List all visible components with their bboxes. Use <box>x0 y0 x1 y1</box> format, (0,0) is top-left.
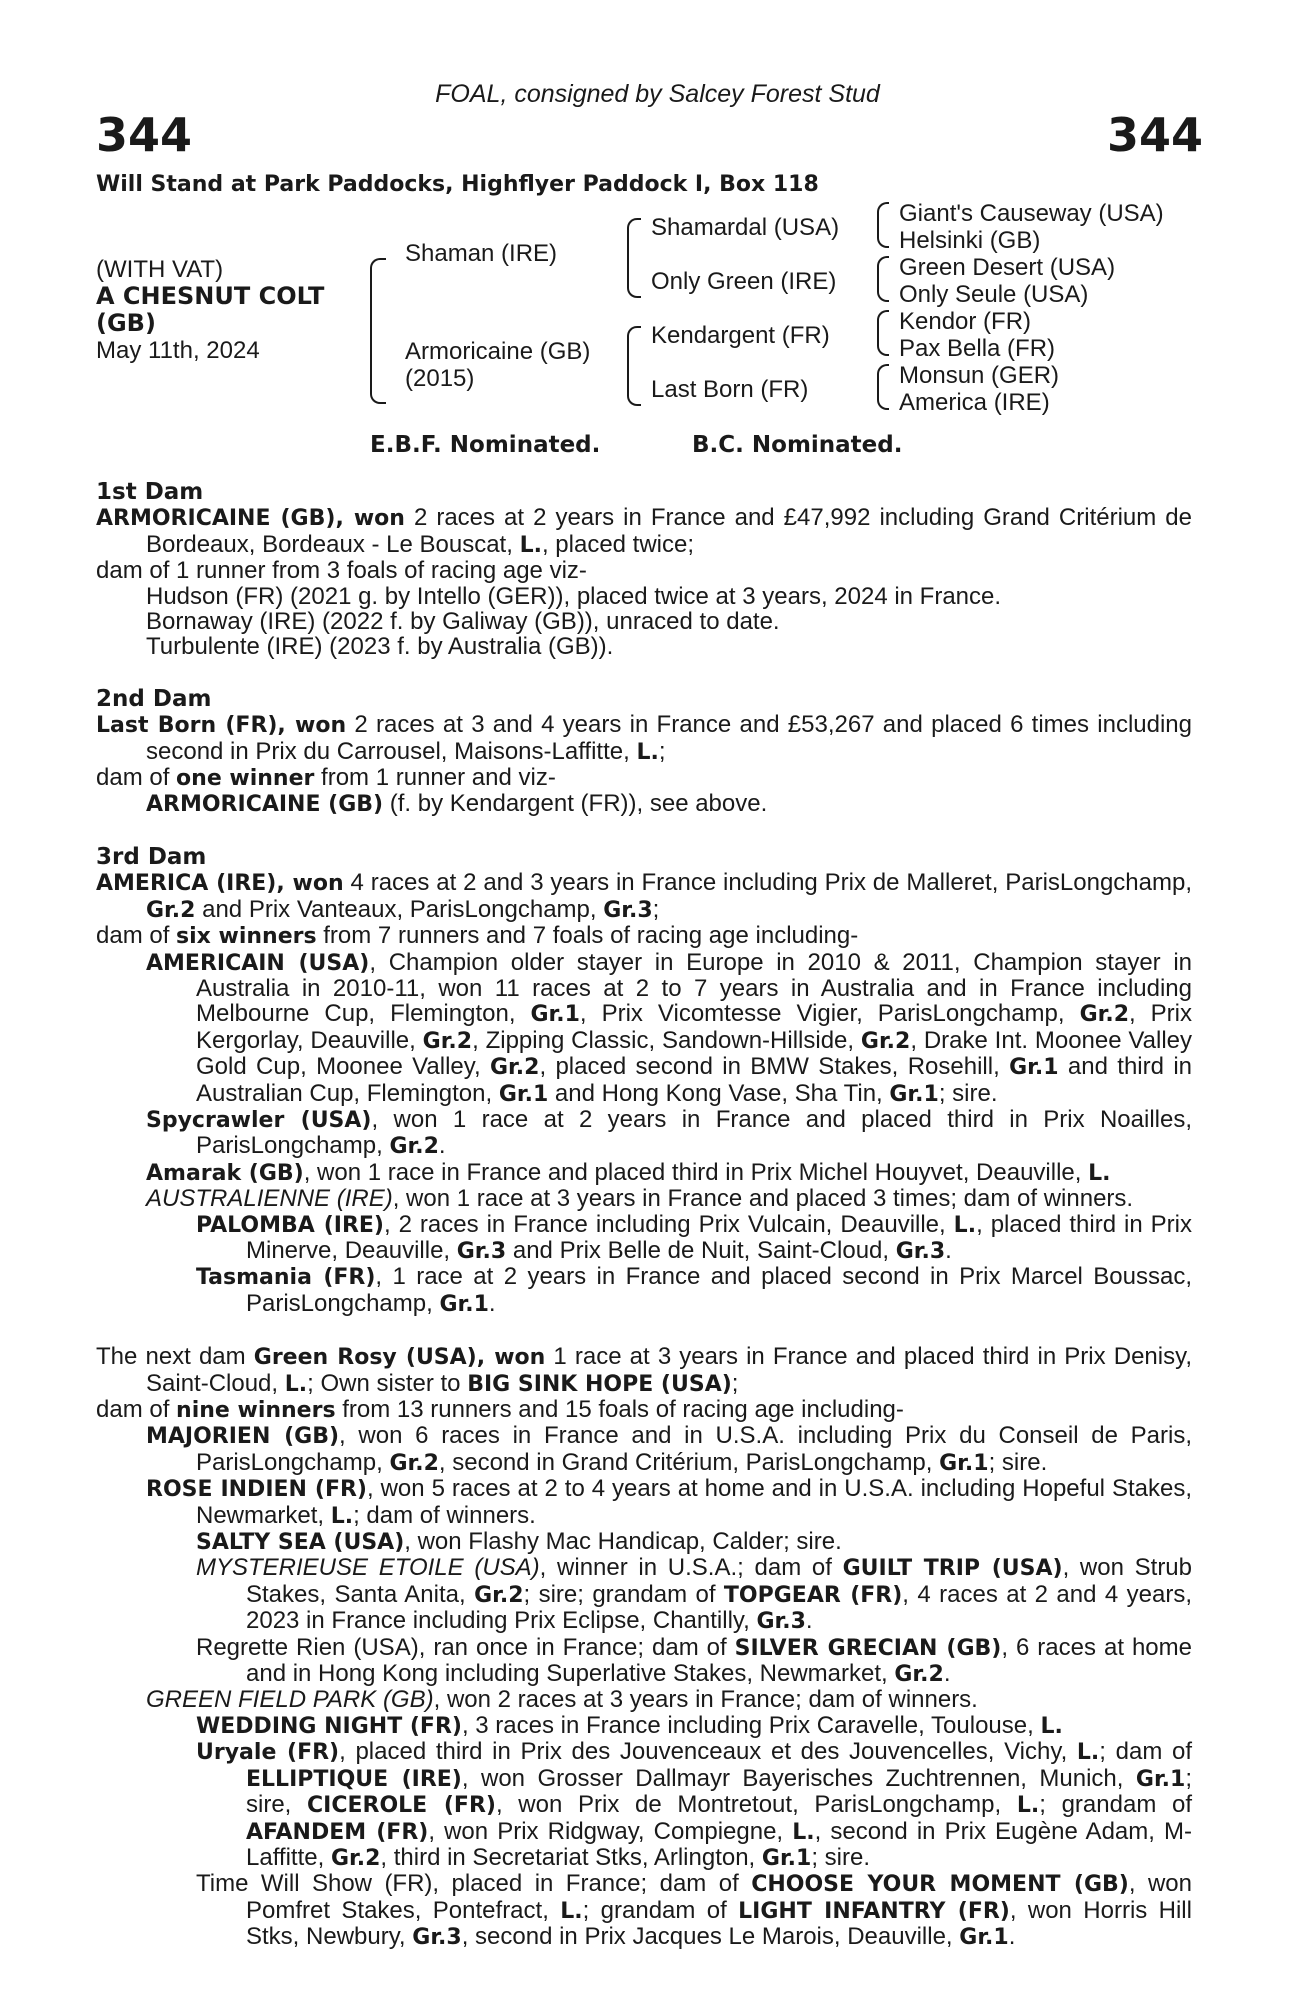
location-line: Will Stand at Park Paddocks, Highflyer Paddock I, Box 118 <box>96 172 819 197</box>
text-run: , Champion older stayer in Europe in 2010 & 2011, Champion stayer in Australia in 2010-11, won 11 races at 2 to 7 years in Australia and in France including Melbourne Cup, Flemington, <box>196 948 1193 1028</box>
text-run: , won 5 races at 2 to 4 years at home and in U.S.A. including Hopeful Stakes, Newmarket, <box>196 1475 1192 1529</box>
text-run: , won 2 races at 3 years in France; dam of winners. <box>433 1686 978 1714</box>
text-run: ; dam of <box>1099 1738 1192 1766</box>
bold-text: L. <box>792 1819 815 1845</box>
text-run: , Prix Vicomtesse Vigier, ParisLongchamp, <box>579 1000 1080 1028</box>
lot-number-left: 344 <box>96 108 193 162</box>
text-run: dam of <box>96 1396 177 1423</box>
text-run: , winner in U.S.A.; dam of <box>539 1554 843 1582</box>
text-run: , won Strub Stakes, Santa Anita, <box>246 1554 1193 1608</box>
text-run: ; grandam of <box>1039 1791 1192 1819</box>
record-line <box>96 765 1192 791</box>
text-run: , won Flashy Mac Handicap, Calder; sire. <box>404 1528 842 1556</box>
bold-text: AMERICAIN (USA) <box>146 950 370 976</box>
text-run: , won Horris Hill Stks, Newbury, <box>246 1896 1192 1951</box>
text-run: , won 6 races in France and in U.S.A. including Prix du Conseil de Paris, ParisLongchamp, <box>196 1422 1193 1476</box>
text-run: Regrette Rien (USA), ran once in France; dam of <box>196 1633 735 1661</box>
bold-text: Gr.1 <box>959 1925 1009 1951</box>
text-run: , 6 races at home and in Hong Kong including Superlative Stakes, Newmarket, <box>246 1633 1192 1688</box>
text-run: Bornaway (IRE) (2022 f. by Galiway (GB)), unraced to date. <box>146 608 780 636</box>
italic-text: AUSTRALIENNE (IRE) <box>146 1185 393 1213</box>
text-run: Time Will Show (FR), placed in France; dam of <box>196 1870 752 1898</box>
text-run: , won 1 race in France and placed third in Prix Michel Houyvet, Deauville, <box>303 1158 1089 1186</box>
record-line <box>96 1555 1192 1634</box>
ebf-nomination: E.B.F. Nominated. <box>370 432 601 458</box>
bold-text: GUILT TRIP (USA) <box>842 1556 1063 1582</box>
bold-text: Gr.3 <box>603 897 653 923</box>
text-run: , Zipping Classic, Sandown-Hillside, <box>472 1026 861 1054</box>
bold-text: Gr.1 <box>1009 1055 1059 1081</box>
italic-text: MYSTERIEUSE ETOILE (USA) <box>196 1554 540 1582</box>
pedigree-gg-1: Giant's Causeway (USA) <box>899 200 1164 227</box>
text-run: dam of <box>96 764 177 792</box>
bold-text: Gr.1 <box>889 1081 939 1107</box>
bold-text: WEDDING NIGHT (FR) <box>196 1713 462 1739</box>
text-run: ; sire. <box>938 1079 998 1107</box>
text-run: , placed third in Prix Minerve, Deauville, <box>246 1210 1192 1264</box>
text-run: ; sire; grandam of <box>523 1580 724 1608</box>
consignor-line: FOAL, consigned by Salcey Forest Stud <box>435 80 880 108</box>
pedigree-dam-dam: Last Born (FR) <box>651 376 809 403</box>
bold-text: L. <box>519 532 542 558</box>
text-run: ; grandam of <box>582 1896 739 1924</box>
text-run: 2 races at 3 and 4 years in France and £53,267 and placed 6 times including second in Prix du Carrousel, Maisons-Laffitte, <box>146 711 1192 765</box>
dam-section <box>96 687 1192 818</box>
text-run: , 1 race at 2 years in France and placed second in Prix Marcel Boussac, ParisLongchamp, <box>246 1263 1192 1317</box>
dam-section <box>96 1344 1192 1950</box>
text-run: ; <box>652 895 660 923</box>
text-run: from 13 runners and 15 foals of racing age including- <box>335 1396 904 1423</box>
bold-text: Gr.3 <box>895 1238 946 1264</box>
bold-text: Amarak (GB) <box>146 1160 304 1186</box>
bold-text: one winner <box>176 766 315 792</box>
dam-section-heading: 1st Dam <box>96 479 204 505</box>
bc-nomination: B.C. Nominated. <box>692 432 903 458</box>
text-run: , won Prix Ridgway, Compiegne, <box>428 1817 793 1845</box>
record-line <box>96 1687 1192 1712</box>
text-run: , placed third in Prix des Jouvenceaux et des Jouvencelles, Vichy, <box>339 1738 1077 1766</box>
text-run: . <box>488 1289 496 1317</box>
bold-text: Tasmania (FR) <box>196 1265 376 1291</box>
pedigree-gg-7: Monsun (GER) <box>899 362 1060 389</box>
bold-text: Gr.2 <box>389 1134 439 1160</box>
horse-title: A CHESNUT COLT <box>96 282 325 310</box>
bold-text: Gr.2 <box>860 1028 911 1054</box>
text-run: ; <box>658 737 666 765</box>
bold-text: Gr.1 <box>939 1450 989 1476</box>
text-run: , placed second in BMW Stakes, Rosehill, <box>539 1053 1010 1081</box>
text-run: . <box>438 1132 446 1160</box>
bold-text: Gr.1 <box>1135 1766 1186 1792</box>
bold-text: AMERICA (IRE), won <box>96 871 344 897</box>
record-line <box>96 1739 1192 1871</box>
pedigree-sire-dam: Only Green (IRE) <box>651 268 837 295</box>
lot-number-right: 344 <box>1106 108 1203 162</box>
bold-text: L. <box>1088 1160 1111 1186</box>
bold-text: ROSE INDIEN (FR) <box>146 1477 367 1503</box>
text-run: , second in Prix Eugène Adam, M-Laffitte, <box>246 1817 1193 1871</box>
bold-text: Gr.2 <box>330 1845 381 1871</box>
bold-text: Gr.2 <box>1079 1002 1129 1028</box>
bold-text: ARMORICAINE (GB), won <box>96 506 405 532</box>
record-line <box>96 1476 1192 1529</box>
text-run: , Prix Kergorlay, Deauville, <box>196 1000 1192 1054</box>
record-line <box>96 1160 1192 1186</box>
vat-note: (WITH VAT) <box>96 256 224 283</box>
bold-text: Last Born (FR), won <box>96 713 347 739</box>
pedigree-sire-sire: Shamardal (USA) <box>651 214 840 241</box>
text-run: , won Grosser Dallmayr Bayerisches Zuchtrennen, Munich, <box>461 1764 1136 1792</box>
text-run: dam of 1 runner from 3 foals of racing age viz- <box>96 557 587 585</box>
record-line <box>96 923 1192 949</box>
text-run: , 4 races at 2 and 4 years, 2023 in France including Prix Eclipse, Chantilly, <box>246 1580 1192 1635</box>
pedigree-brace-g34 <box>877 256 889 302</box>
horse-title-country: (GB) <box>96 309 156 337</box>
text-run: from 1 runner and viz- <box>314 764 556 792</box>
bold-text: Gr.1 <box>761 1845 812 1871</box>
bold-text: L. <box>1016 1793 1040 1819</box>
bold-text: L. <box>560 1898 583 1924</box>
pedigree-brace-main <box>370 258 386 404</box>
dam-section <box>96 480 1192 660</box>
record-line <box>96 712 1192 765</box>
bold-text: Spycrawler (USA) <box>146 1107 372 1133</box>
bold-text: BIG SINK HOPE (USA) <box>467 1371 732 1397</box>
text-run: . <box>945 1236 952 1264</box>
record-line <box>96 1871 1192 1950</box>
bold-text: TOPGEAR (FR) <box>723 1582 903 1608</box>
pedigree-brace-sire <box>627 218 641 298</box>
bold-text: SILVER GRECIAN (GB) <box>734 1635 1002 1661</box>
record-line <box>96 1344 1192 1397</box>
bold-text: L. <box>1076 1740 1100 1766</box>
pedigree-gg-4: Only Seule (USA) <box>899 281 1089 308</box>
text-run: ; sire. <box>988 1448 1048 1476</box>
record-line <box>96 609 1192 634</box>
bold-text: L. <box>330 1503 354 1529</box>
record-line <box>96 1397 1192 1423</box>
pedigree-brace-dam <box>627 326 641 406</box>
text-run: . <box>1008 1923 1016 1951</box>
record-line <box>96 558 1192 583</box>
text-run: , third in Secretariat Stks, Arlington, <box>380 1843 762 1871</box>
text-run: and Prix Belle de Nuit, Saint-Cloud, <box>506 1236 896 1264</box>
text-run: ; sire, <box>246 1764 1192 1819</box>
foaling-date: May 11th, 2024 <box>96 337 260 364</box>
pedigree-brace-g56 <box>877 310 889 356</box>
bold-text: Gr.2 <box>389 1450 439 1476</box>
bold-text: Gr.1 <box>498 1081 549 1107</box>
bold-text: ARMORICAINE (GB) <box>146 792 384 818</box>
text-run: 1 race at 3 years in France and placed third in Prix Denisy, Saint-Cloud, <box>146 1343 1192 1397</box>
bold-text: Gr.2 <box>894 1662 944 1688</box>
bold-text: Gr.3 <box>412 1925 462 1951</box>
bold-text: Gr.1 <box>439 1291 489 1317</box>
pedigree-brace-g78 <box>877 364 889 410</box>
text-run: , 2 races in France including Prix Vulcain, Deauville, <box>383 1210 954 1238</box>
bold-text: PALOMBA (IRE) <box>196 1212 384 1238</box>
text-run: Hudson (FR) (2021 g. by Intello (GER)), placed twice at 3 years, 2024 in France. <box>146 582 1002 610</box>
record-line <box>96 870 1192 923</box>
record-line <box>96 791 1192 817</box>
record-line <box>96 950 1192 1107</box>
record-line <box>96 1423 1192 1476</box>
bold-text: Gr.3 <box>456 1238 507 1264</box>
text-run: ; sire. <box>811 1843 871 1871</box>
pedigree-dam-sire: Kendargent (FR) <box>651 322 830 349</box>
bold-text: six winners <box>176 924 317 950</box>
text-run: , 3 races in France including Prix Caravelle, Toulouse, <box>461 1711 1041 1739</box>
text-run: , Drake Int. Moonee Valley Gold Cup, Moonee Valley, <box>196 1026 1193 1081</box>
text-run: from 7 runners and 7 foals of racing age including- <box>316 922 859 950</box>
bold-text: Gr.1 <box>530 1002 580 1028</box>
text-run: 4 races at 2 and 3 years in France including Prix de Malleret, ParisLongchamp, <box>343 869 1192 897</box>
bold-text: AFANDEM (FR) <box>246 1819 429 1845</box>
text-run: , placed twice; <box>541 530 695 558</box>
text-run: (f. by Kendargent (FR)), see above. <box>383 790 768 818</box>
bold-text: CHOOSE YOUR MOMENT (GB) <box>751 1872 1129 1898</box>
pedigree-gg-6: Pax Bella (FR) <box>899 335 1056 362</box>
record-line <box>96 1529 1192 1555</box>
text-run: , won 1 race at 2 years in France and placed third in Prix Noailles, ParisLongchamp, <box>196 1105 1193 1160</box>
text-run: ; dam of winners. <box>353 1501 536 1529</box>
text-run: ; Own sister to <box>307 1369 468 1397</box>
bold-text: MAJORIEN (GB) <box>146 1424 340 1450</box>
bold-text: nine winners <box>176 1398 336 1423</box>
produce-record <box>96 480 1192 1978</box>
record-line <box>96 1635 1192 1688</box>
dam-section-heading: 3rd Dam <box>96 843 207 870</box>
record-line <box>96 1212 1192 1265</box>
record-line <box>96 505 1192 558</box>
text-run: 2 races at 2 years in France and £47,992 including Grand Critérium de Bordeaux, Bordeaux - Le Bouscat, <box>146 504 1192 558</box>
record-line <box>96 584 1192 609</box>
bold-text: L. <box>953 1212 977 1238</box>
dam-section-heading: 2nd Dam <box>96 685 212 712</box>
bold-text: SALTY SEA (USA) <box>196 1530 405 1556</box>
italic-text: GREEN FIELD PARK (GB) <box>146 1686 434 1714</box>
pedigree-sire: Shaman (IRE) <box>405 240 558 267</box>
record-line <box>96 1186 1192 1211</box>
bold-text: Gr.2 <box>474 1582 524 1608</box>
bold-text: Gr.2 <box>490 1055 540 1081</box>
text-run: The next dam <box>96 1343 254 1371</box>
pedigree-dam-year: (2015) <box>405 365 475 392</box>
bold-text: CICEROLE (FR) <box>307 1793 496 1819</box>
record-line <box>96 1264 1192 1317</box>
bold-text: L. <box>1040 1713 1063 1739</box>
pedigree-gg-2: Helsinki (GB) <box>899 227 1041 254</box>
text-run: Turbulente (IRE) (2023 f. by Australia (GB)). <box>146 633 614 661</box>
text-run: and Prix Vanteaux, ParisLongchamp, <box>195 895 604 923</box>
text-run: , won Prix de Montretout, ParisLongchamp, <box>495 1791 1017 1819</box>
text-run: dam of <box>96 922 177 950</box>
bold-text: Green Rosy (USA), won <box>253 1345 546 1371</box>
text-run: , second in Prix Jacques Le Marois, Deauville, <box>461 1923 960 1951</box>
pedigree-dam: Armoricaine (GB) <box>405 338 591 365</box>
bold-text: Gr.2 <box>146 897 196 923</box>
text-run: . <box>943 1660 951 1688</box>
record-line <box>96 634 1192 659</box>
bold-text: Gr.2 <box>422 1028 473 1054</box>
record-line <box>96 1713 1192 1739</box>
text-run: ; <box>731 1369 739 1397</box>
dam-section <box>96 845 1192 1317</box>
text-run: , won Pomfret Stakes, Pontefract, <box>246 1870 1192 1924</box>
record-line <box>96 1107 1192 1160</box>
bold-text: L. <box>284 1371 308 1397</box>
bold-text: L. <box>636 739 659 765</box>
text-run: , second in Grand Critérium, ParisLongchamp, <box>438 1448 940 1476</box>
text-run: , won 1 race at 3 years in France and placed 3 times; dam of winners. <box>392 1185 1134 1213</box>
pedigree-gg-5: Kendor (FR) <box>899 308 1032 335</box>
text-run: and third in Australian Cup, Flemington, <box>196 1053 1192 1107</box>
bold-text: LIGHT INFANTRY (FR) <box>738 1898 1010 1924</box>
bold-text: ELLIPTIQUE (IRE) <box>246 1766 462 1792</box>
text-run: . <box>805 1607 813 1635</box>
pedigree-brace-g12 <box>877 202 889 248</box>
pedigree-gg-3: Green Desert (USA) <box>899 254 1116 281</box>
bold-text: Gr.3 <box>756 1609 806 1635</box>
bold-text: Uryale (FR) <box>196 1740 340 1766</box>
text-run: and Hong Kong Vase, Sha Tin, <box>548 1079 890 1107</box>
pedigree-gg-8: America (IRE) <box>899 389 1050 416</box>
